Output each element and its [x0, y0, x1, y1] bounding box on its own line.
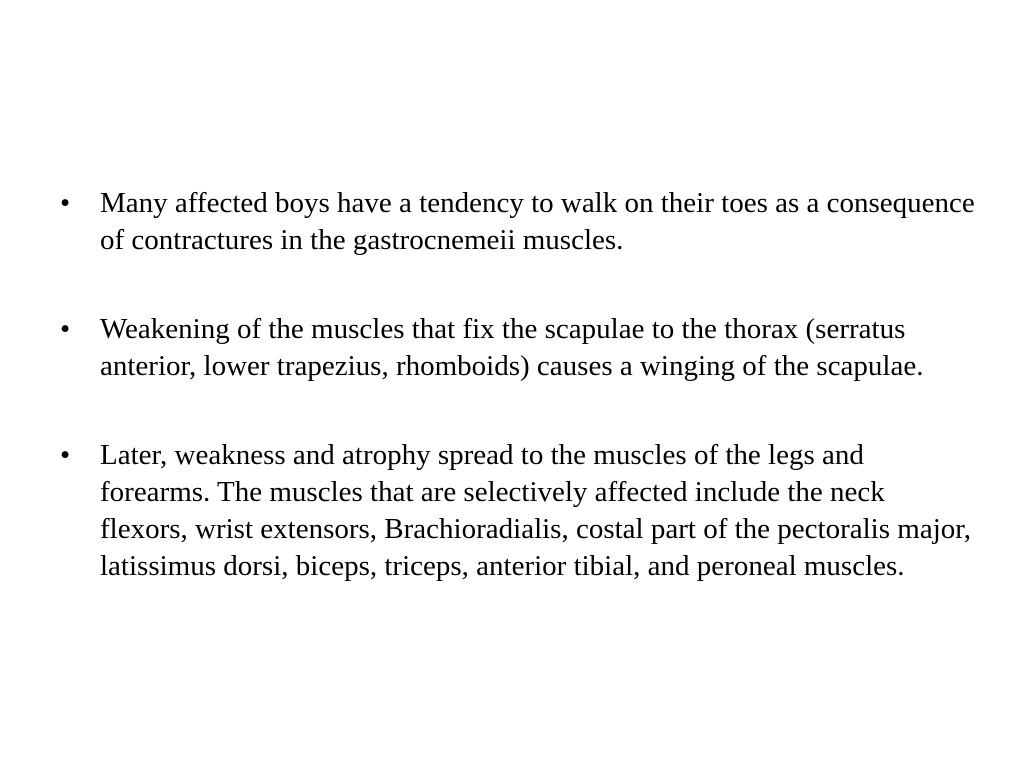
bullet-text: Later, weakness and atrophy spread to the muscles of the legs and forearms. The muscles that are selectively affected include the neck flexors, wrist extensors, Brachioradialis, costal part of the pectoralis major, latissimus dorsi, biceps, triceps, anterior tibial, and peroneal muscles. [100, 439, 971, 582]
bullet-text: Many affected boys have a tendency to walk on their toes as a consequence of contractures in the gastrocnemeii muscles. [100, 187, 975, 256]
bullet-list [60, 185, 975, 585]
bullet-marker: • [60, 313, 71, 345]
bullet-item [60, 311, 975, 385]
bullet-text: Weakening of the muscles that fix the scapulae to the thorax (serratus anterior, lower trapezius, rhomboids) causes a winging of the scapulae. [100, 313, 924, 382]
bullet-item [60, 437, 975, 585]
bullet-marker: • [60, 187, 71, 219]
bullet-marker: • [60, 439, 71, 471]
bullet-item [60, 185, 975, 259]
